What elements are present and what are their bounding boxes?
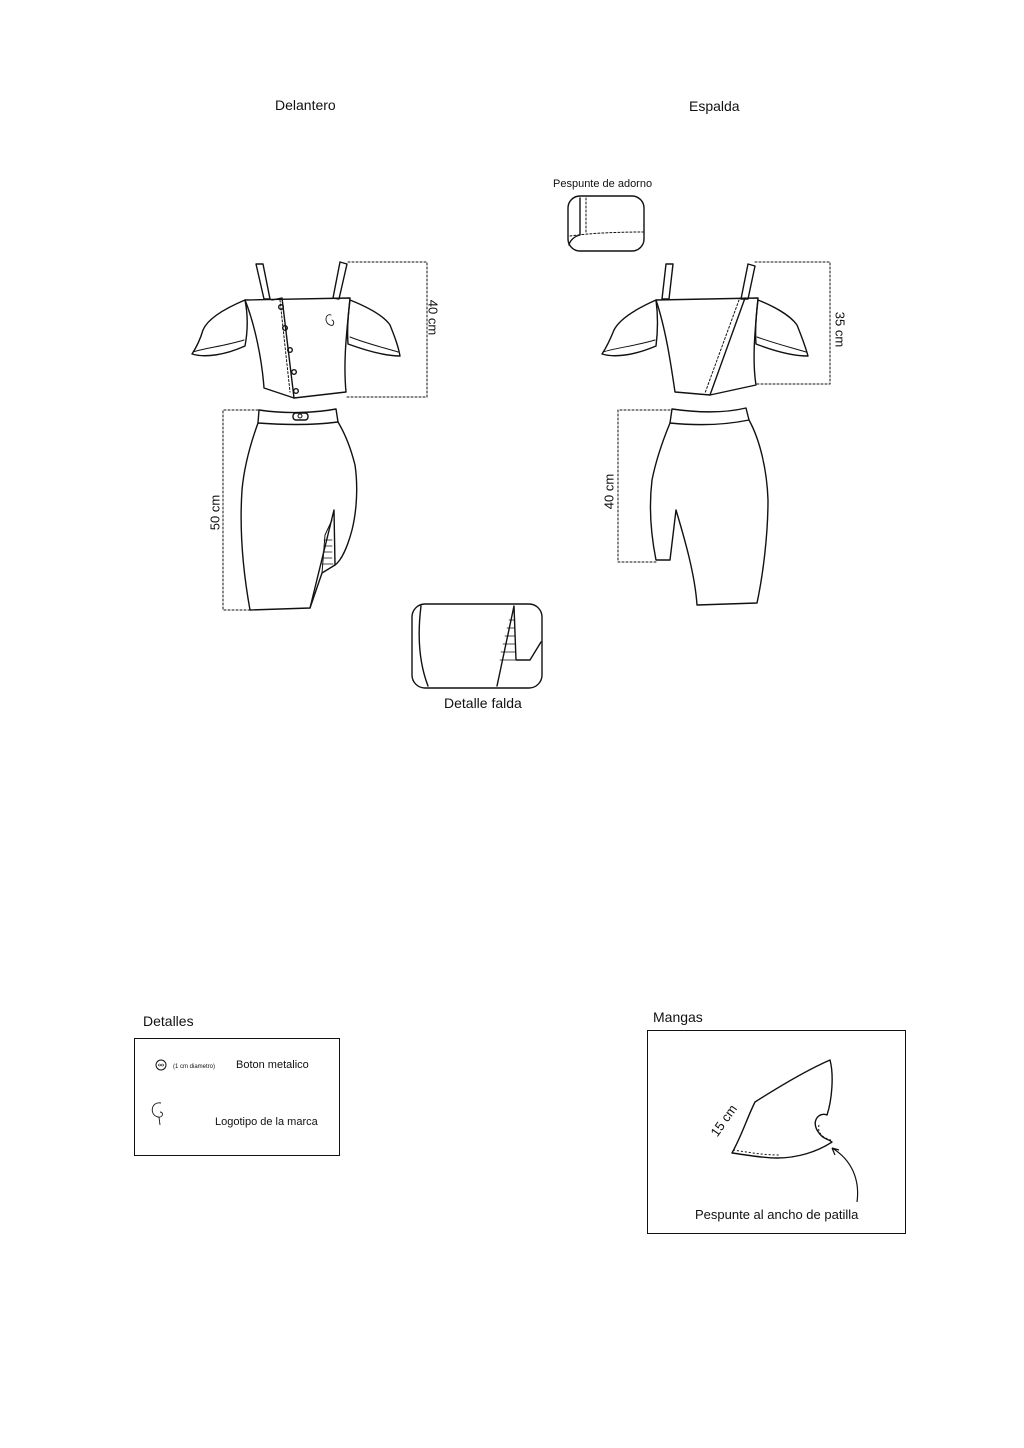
front-top-dimension [346, 262, 427, 397]
sleeve-detail-drawing [647, 1030, 906, 1234]
sleeve-arrow [832, 1148, 858, 1202]
back-top-drawing [602, 264, 808, 395]
front-button [292, 370, 297, 375]
skirt-detail-label: Detalle falda [444, 695, 522, 711]
back-right-sleeve [756, 300, 808, 356]
front-button [288, 348, 293, 353]
button-diameter-note: (1 cm diametro) [173, 1064, 216, 1070]
skirt-detail-box [412, 604, 542, 688]
back-top-body [656, 298, 758, 395]
front-logo [326, 315, 334, 326]
details-panel [134, 1038, 340, 1156]
back-left-sleeve [602, 300, 658, 356]
back-view-heading: Espalda [689, 98, 740, 114]
back-skirt-measurement: 40 cm [601, 473, 617, 510]
logo-label: Logotipo de la marca [215, 1116, 318, 1128]
back-skirt-waistband [670, 408, 749, 425]
front-top-drawing [192, 262, 400, 398]
back-skirt-dimension [618, 410, 670, 562]
front-button [294, 389, 299, 394]
button-label: Boton metalico [236, 1059, 309, 1071]
back-top-measurement: 35 cm [832, 311, 848, 348]
front-skirt-body [241, 422, 357, 610]
front-skirt-measurement: 50 cm [207, 494, 223, 531]
front-right-sleeve [348, 300, 400, 356]
sleeves-panel [647, 1030, 906, 1234]
brand-logo-icon [147, 1099, 171, 1131]
front-left-sleeve [192, 300, 247, 356]
front-top-body [245, 298, 350, 398]
front-button [279, 305, 284, 310]
sleeve-note: Pespunte al ancho de patilla [695, 1207, 859, 1222]
sleeve-width-measurement: 15 cm [707, 1101, 741, 1140]
topstitch-detail-label: Pespunte de adorno [553, 178, 653, 190]
sleeves-panel-title: Mangas [653, 1009, 703, 1025]
back-left-strap [662, 264, 673, 299]
back-skirt-drawing [650, 408, 768, 605]
sleeve-outline [732, 1060, 832, 1158]
front-right-strap [333, 262, 347, 299]
front-view-heading: Delantero [275, 97, 336, 113]
details-panel-title: Detalles [143, 1013, 194, 1029]
front-skirt-drawing [241, 409, 357, 610]
front-top-measurement: 40 cm [425, 299, 441, 336]
back-skirt-body [650, 420, 768, 605]
back-top-dimension [755, 262, 830, 384]
back-right-strap [741, 264, 755, 299]
front-left-strap [256, 264, 270, 299]
topstitch-detail-box [568, 196, 644, 251]
